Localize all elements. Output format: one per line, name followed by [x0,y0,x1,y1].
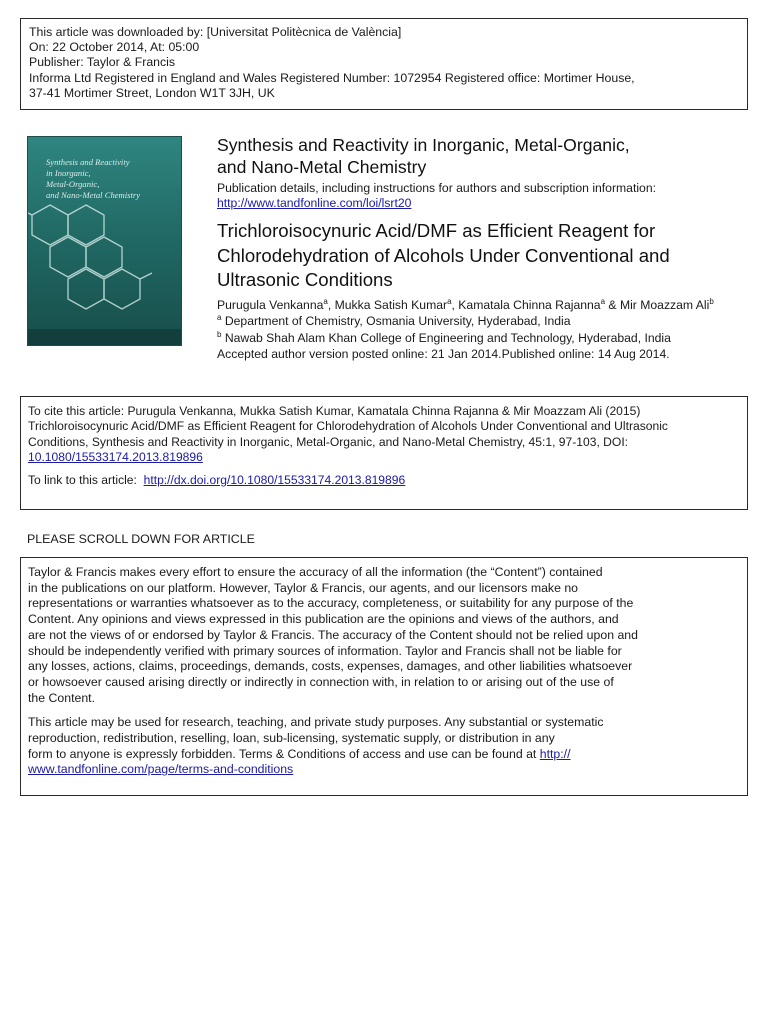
disclaimer-box [20,557,748,796]
citation-box [20,396,748,510]
link-label: To link to this article: [28,473,137,488]
author-affiliation-marker: a [447,296,452,306]
article-title-line: Trichloroisocynuric Acid/DMF as Efficient Reagent for [217,220,656,241]
journal-cover-image [27,136,182,346]
author-name: Kamatala Chinna Rajanna [458,297,601,312]
affiliation [217,313,747,330]
disclaimer-line: or howsoever caused arising directly or indirectly in connection with, in relation to or arising out of the use of [28,674,614,689]
article-title [217,219,747,293]
cover-title-line: Synthesis and Reactivity [46,157,130,167]
author-affiliation-marker: a [600,296,606,306]
disclaimer-line: are not the views of or endorsed by Taylor & Francis. The accuracy of the Content should not be relied upon and [28,627,638,642]
affiliation-text: Department of Chemistry, Osmania University, Hyderabad, India [221,313,571,328]
terms-link-part1[interactable]: http:// [539,746,571,761]
affiliation-marker: a [217,312,222,322]
journal-url-link[interactable]: http://www.tandfonline.com/loi/lsrt20 [217,196,412,210]
author-separator: & [605,297,620,312]
download-info-line: This article was downloaded by: [Universitat Politècnica de València] [29,25,402,39]
affiliation-marker: b [217,329,222,339]
disclaimer-line: Taylor & Francis makes every effort to ensure the accuracy of all the information (the “Content”) contained [28,565,603,579]
cover-footer-bar [28,329,181,345]
disclaimer-line: Content. Any opinions and views expressed in this publication are the opinions and views of the authors, and [28,612,619,627]
disclaimer-line: should be independently verified with primary sources of information. Taylor and Francis shall not be liable for [28,643,622,658]
article-link-row [28,473,740,488]
author-separator: , [451,297,459,312]
article-title-line: Ultrasonic Conditions [217,269,393,290]
citation-line: Conditions, Synthesis and Reactivity in Inorganic, Metal-Organic, and Nano-Metal Chemistry, 45:1, 97-103, DOI: [28,434,629,449]
cover-title-line: Metal-Organic, [46,179,100,189]
hexagon-pattern-graphic [28,195,182,335]
author-affiliation-marker: a [323,296,328,306]
usage-terms-line: form to anyone is expressly forbidden. Terms & Conditions of access and use can be found at [28,746,540,761]
author-list [217,297,747,313]
cover-title-line: and Nano-Metal Chemistry [46,190,141,200]
scroll-down-notice: PLEASE SCROLL DOWN FOR ARTICLE [27,532,255,546]
download-info-line: Informa Ltd Registered in England and Wales Registered Number: 1072954 Registered office: Mortimer House, [29,70,635,85]
disclaimer-paragraph [28,565,740,706]
disclaimer-line: representations or warranties whatsoever as to the accuracy, completeness, or suitability for any purpose of the [28,596,634,611]
journal-title [217,134,747,178]
author-name: Mukka Satish Kumar [334,297,448,312]
citation-line: To cite this article: Purugula Venkanna, Mukka Satish Kumar, Kamatala Chinna Rajanna & Mir Moazzam Ali (2015) [28,404,641,418]
author-separator: , [327,297,335,312]
publication-details: Publication details, including instructions for authors and subscription information: [217,181,656,195]
journal-title-line: Synthesis and Reactivity in Inorganic, Metal-Organic, [217,135,630,155]
author-name: Purugula Venkanna [217,297,324,312]
citation-line: Trichloroisocynuric Acid/DMF as Efficient Reagent for Chlorodehydration of Alcohols Under Conventional and Ultrasonic [28,419,668,434]
cover-small-print [132,277,178,283]
disclaimer-line: the Content. [28,690,95,705]
journal-header [217,134,747,362]
usage-terms-line: This article may be used for research, teaching, and private study purposes. Any substantial or systematic [28,715,604,730]
download-info-line: On: 22 October 2014, At: 05:00 [29,40,200,55]
author-affiliation-marker: b [709,296,714,306]
download-info-line: 37-41 Mortimer Street, London W1T 3JH, UK [29,85,275,100]
journal-title-line: and Nano-Metal Chemistry [217,157,427,177]
download-info-line: Publisher: Taylor & Francis [29,55,176,70]
publication-dates: Accepted author version posted online: 21 Jan 2014.Published online: 14 Aug 2014. [217,346,670,361]
usage-terms-paragraph [28,715,740,778]
affiliation-text: Nawab Shah Alam Khan College of Engineering and Technology, Hyderabad, India [221,330,671,345]
article-title-line: Chlorodehydration of Alcohols Under Conventional and [217,244,670,266]
usage-terms-line: reproduction, redistribution, reselling, loan, sub-licensing, systematic supply, or distribution in any [28,731,555,746]
disclaimer-line: in the publications on our platform. However, Taylor & Francis, our agents, and our licensors make no [28,580,578,595]
doi-link[interactable]: 10.1080/15533174.2013.819896 [28,449,203,464]
download-info-box [20,18,748,110]
disclaimer-line: any losses, actions, claims, proceedings, demands, costs, expenses, damages, and other liabilities whatsoever [28,659,633,674]
article-doi-url-link[interactable]: http://dx.doi.org/10.1080/15533174.2013.819896 [143,473,406,488]
author-name: Mir Moazzam Ali [619,297,710,312]
affiliation [217,330,747,347]
cover-title-line: in Inorganic, [46,168,91,178]
terms-link-part2[interactable]: www.tandfonline.com/page/terms-and-conditions [28,762,294,777]
